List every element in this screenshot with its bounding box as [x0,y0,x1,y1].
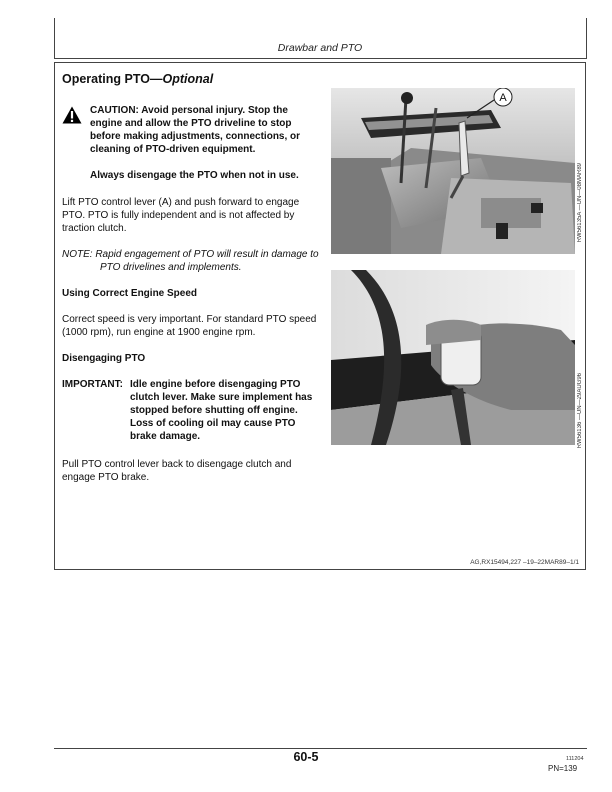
photo1-code: RW56135A —UN—08MAR89 [577,163,583,243]
note-paragraph: NOTE: Rapid engagement of PTO will result in damage to PTO drivelines and implements. [62,249,319,273]
important-label: IMPORTANT: [62,379,123,390]
photo2-code: RW56136 —UN—29AUG96 [577,373,583,449]
pn-number: PN=139 [548,764,578,773]
lift-lever-paragraph: Lift PTO control lever (A) and push forward to engage PTO. PTO is fully independent and is not affected by traction clutch. [62,197,300,234]
text-column [62,73,322,497]
caution-block [62,104,322,182]
engine-speed-paragraph: Correct speed is very important. For standard PTO speed (1000 rpm), run engine at 1900 engine rpm. [62,314,317,338]
section-title-main: Operating PTO— [62,72,163,86]
subhead-disengaging: Disengaging PTO [62,353,146,364]
footer-divider [54,748,587,749]
date-code: 111204 [566,756,584,762]
important-text: Idle engine before disengaging PTO clutch lever. Make sure implement has stopped before shutting off engine. Loss of cooling oil may cause PTO brake damage. [130,379,313,442]
caution-text: CAUTION: Avoid personal injury. Stop the engine and allow the PTO driveline to stop before making adjustments, connections, or cleaning of PTO-driven equipment. [90,105,301,155]
box-footer-code: AG,RX15494,227 –19–22MAR89–1/1 [470,559,579,566]
header-rule-right [586,18,587,58]
header-divider [54,58,587,59]
pull-lever-paragraph: Pull PTO control lever back to disengage clutch and engage PTO brake. [62,459,292,483]
pto-lever-illustration [331,88,575,254]
section-title-optional: Optional [162,72,214,86]
subhead-engine-speed: Using Correct Engine Speed [62,288,198,299]
callout-a-label: A [499,92,507,104]
important-block [62,378,322,443]
section-title [62,73,322,86]
page-header: Drawbar and PTO [277,42,363,54]
content-box [54,62,586,570]
caution-always-text: Always disengage the PTO when not in use. [90,170,299,181]
pto-lever-photo [331,88,575,254]
warning-icon [62,106,82,124]
hand-on-lever-photo [331,270,575,445]
page-number: 60-5 [293,750,319,764]
hand-lever-illustration [331,270,575,445]
